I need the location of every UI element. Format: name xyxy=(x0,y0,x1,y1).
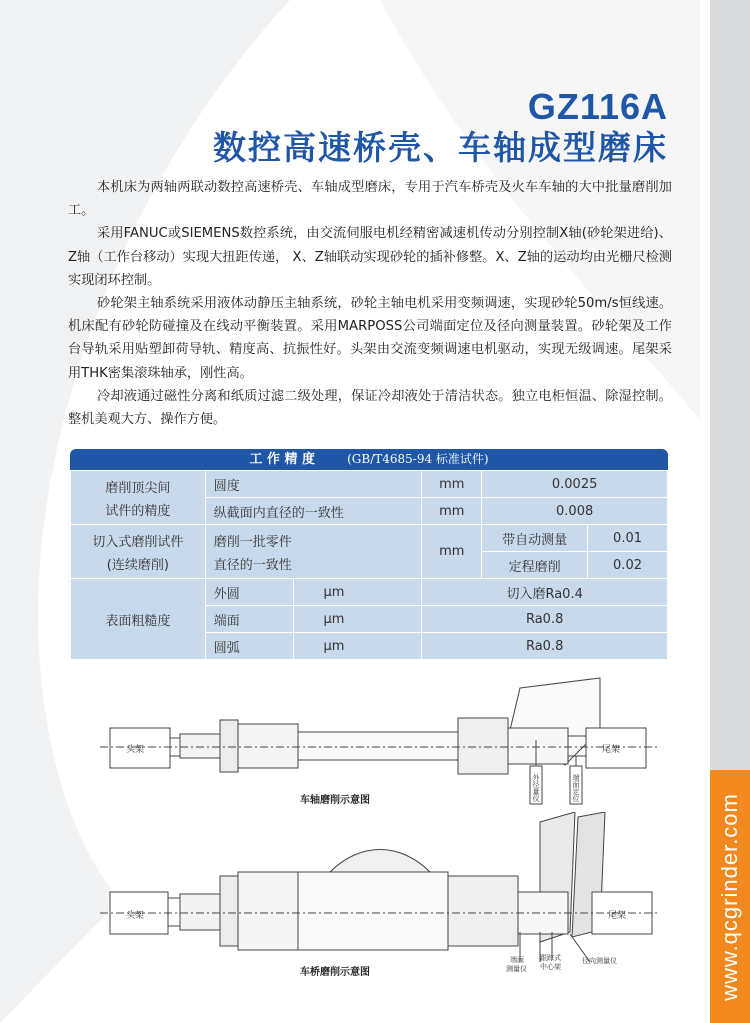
group-label-line: 试件的精度 xyxy=(105,503,171,519)
sub-item-cell: 定程磨削 xyxy=(482,552,588,579)
tailstock-label: 尾架 xyxy=(602,745,621,755)
model-number: GZ116A xyxy=(527,86,668,127)
intro-paragraph: 采用FANUC或SIEMENS数控系统，由交流伺服电机经精密减速机传动分别控制X轴(砂轮架进给)、Z轴（工作台移动）实现大扭距传递， X、Z轴联动实现砂轮的插补修整。X、Z轴的运动均由光栅尺检测实现闭环控制。 xyxy=(68,226,672,288)
value-cell: 0.008 xyxy=(482,498,668,525)
axle-diagram-caption: 车轴磨削示意图 xyxy=(300,795,370,806)
headstock-label: 头架 xyxy=(126,911,145,921)
unit-cell: mm xyxy=(422,525,482,579)
precision-spec-table xyxy=(70,449,668,660)
table-row xyxy=(71,471,668,498)
unit-cell: μm xyxy=(293,633,422,660)
item-cell: 圆弧 xyxy=(205,633,293,660)
tailstock-label: 尾架 xyxy=(608,911,627,921)
item-cell: 外圆 xyxy=(205,579,293,606)
sub-item-cell: 带自动测量 xyxy=(482,525,588,552)
intro-paragraph: 砂轮架主轴系统采用液体动静压主轴系统，砂轮主轴电机采用变频调速，实现砂轮50m/s恒线速。机床配有砂轮防碰撞及在线动平衡装置。采用MARPOSS公司端面定位及径向测量装置。砂轮架及工作台导轨采用贴塑卸荷导轨、精度高、抗振性好。头架由交流变频调速电机驱动，实现无级调速。尾架采用THK密集滚珠轴承，刚性高。 xyxy=(68,296,672,381)
axle-grinding-diagram xyxy=(100,670,660,810)
unit-cell: mm xyxy=(422,498,482,525)
page-title: 数控高速桥壳、车轴成型磨床 xyxy=(213,128,668,167)
value-cell: Ra0.8 xyxy=(422,606,668,633)
website-url: www.qcgrinder.com xyxy=(717,792,742,1001)
steady-rest-label-1: 跟踪式 xyxy=(540,954,561,962)
housing-dome xyxy=(330,850,430,873)
intro-paragraph: 冷却液通过磁性分离和纸质过滤二级处理，保证冷却液处于清洁状态。独立电柜恒温、除湿控制。整机美观大方、操作方便。 xyxy=(68,388,672,428)
headstock-label: 头架 xyxy=(126,745,145,755)
unit-cell: μm xyxy=(293,606,422,633)
spec-header-standard: (GB/T4685-94 标准试件) xyxy=(347,452,489,466)
value-cell: 切入磨Ra0.4 xyxy=(422,579,668,606)
value-cell: 0.0025 xyxy=(482,471,668,498)
axle-housing-grinding-diagram xyxy=(100,812,660,982)
item-line: 磨削一批零件 xyxy=(213,534,292,550)
axial-locator-label: 端面定位 xyxy=(572,774,580,802)
spec-grid xyxy=(70,470,668,660)
group-label-cell xyxy=(71,525,206,579)
value-cell: 0.01 xyxy=(588,525,668,552)
spec-table-header xyxy=(70,449,668,470)
table-row xyxy=(71,525,668,552)
intro-text xyxy=(68,176,672,431)
group-label-line: (连续磨削) xyxy=(106,557,169,573)
intro-paragraph: 本机床为两轴两联动数控高速桥壳、车轴成型磨床，专用于汽车桥壳及火车车轴的大中批量磨削加工。 xyxy=(68,180,672,219)
item-cell: 圆度 xyxy=(205,471,422,498)
item-cell: 端面 xyxy=(205,606,293,633)
value-cell: Ra0.8 xyxy=(422,633,668,660)
group-label-line: 磨削顶尖间 xyxy=(105,480,171,496)
item-cell: 纵截面内直径的一致性 xyxy=(205,498,422,525)
radial-gauge-label: 外径量仪 xyxy=(532,774,540,802)
group-label-line: 切入式磨削试件 xyxy=(92,534,184,550)
value-cell: 0.02 xyxy=(588,552,668,579)
website-tab xyxy=(710,770,750,1023)
radial-gauge-label: 径向测量仪 xyxy=(582,957,617,965)
unit-cell: μm xyxy=(293,579,422,606)
unit-cell: mm xyxy=(422,471,482,498)
spec-header-label: 工 作 精 度 xyxy=(249,452,315,467)
end-gauge-label-2: 测量仪 xyxy=(506,965,527,973)
group-label-cell xyxy=(71,471,206,525)
item-cell xyxy=(205,525,422,579)
item-line: 直径的一致性 xyxy=(213,557,292,573)
table-row xyxy=(71,579,668,606)
end-gauge-label-1: 端面 xyxy=(510,956,524,964)
housing-diagram-caption: 车桥磨削示意图 xyxy=(300,967,370,978)
steady-rest-label-2: 中心架 xyxy=(540,963,561,971)
group-label-cell: 表面粗糙度 xyxy=(71,579,206,660)
